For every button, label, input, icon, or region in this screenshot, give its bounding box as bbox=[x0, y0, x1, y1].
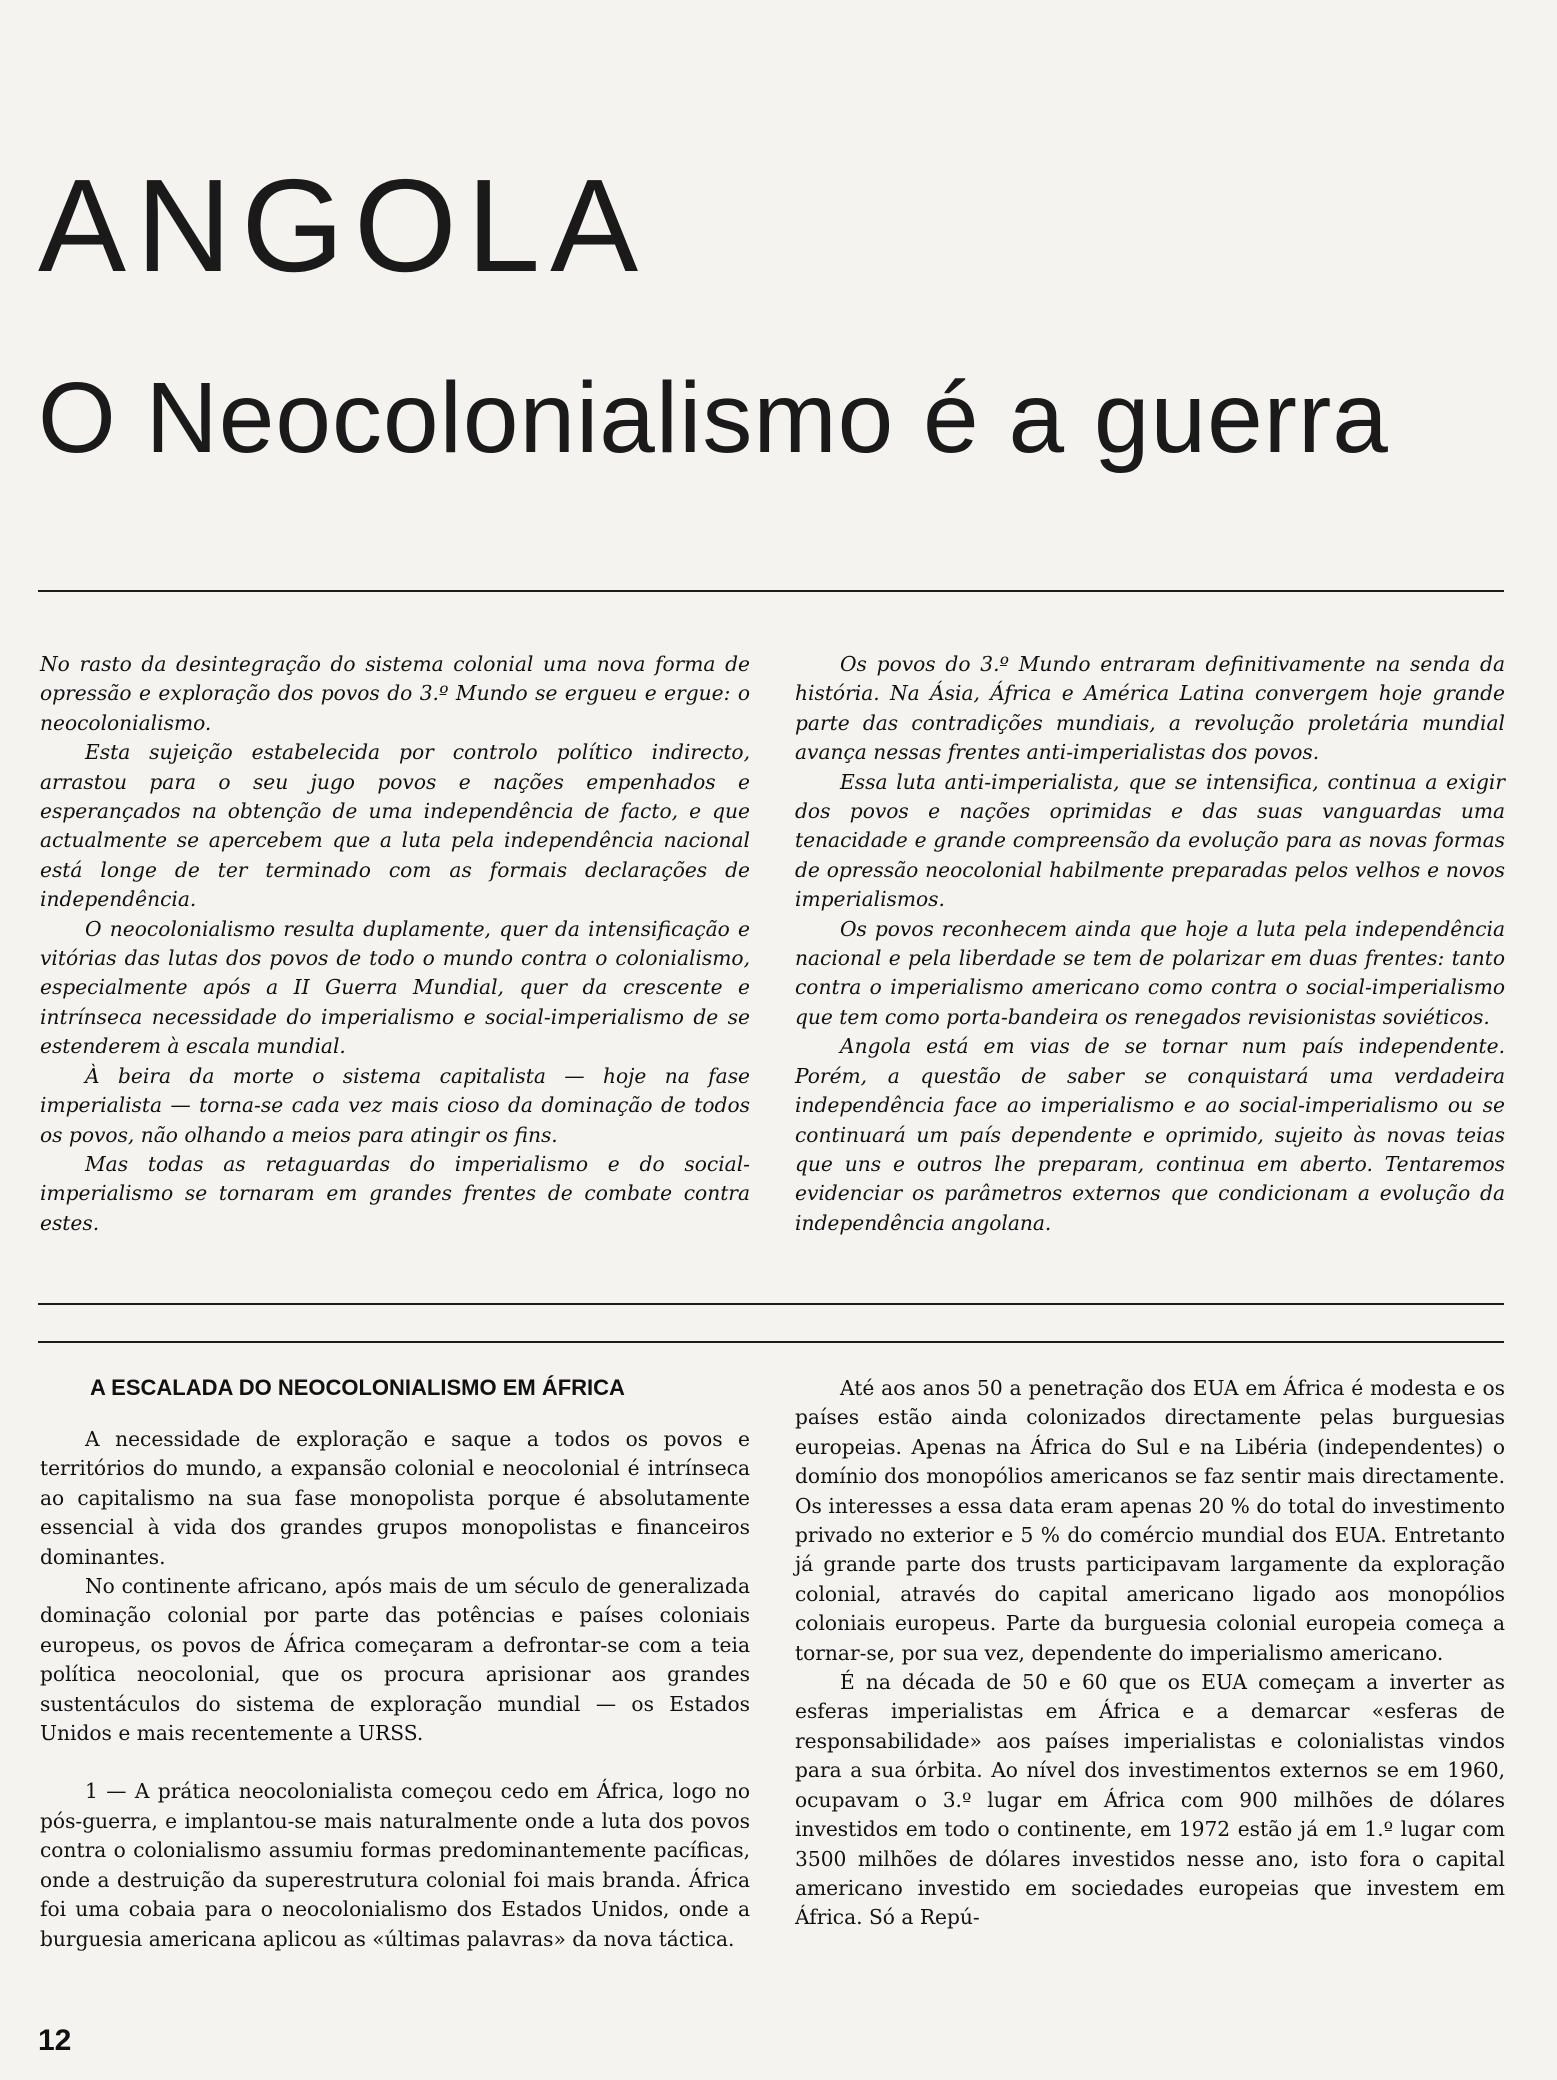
intro-paragraph: À beira da morte o sistema capitalista — hoje na fase imperialista — torna-se cada vez mais cioso da dominação de todos os povos, não olhando a meios para atingir os fins. bbox=[40, 1063, 750, 1147]
intro-right-column bbox=[795, 650, 1505, 1238]
intro-paragraph: Os povos do 3.º Mundo entraram definitivamente na senda da história. Na Ásia, África e América Latina convergem hoje grande parte das contradições mundiais, a revolução proletária mundial avança nessas frentes anti-imperialistas dos povos. bbox=[795, 652, 1505, 765]
intro-paragraph: Essa luta anti-imperialista, que se intensifica, continua a exigir dos povos e nações oprimidas e das suas vanguardas uma tenacidade e grande compreensão da evolução para as novas formas de opressão neocolonial habilmente preparadas pelos velhos e novos imperialismos. bbox=[795, 769, 1505, 912]
section-heading: A ESCALADA DO NEOCOLONIALISMO EM ÁFRICA bbox=[90, 1375, 625, 1400]
article-headline: O Neocolonialismo é a guerra bbox=[38, 362, 1389, 474]
section-kicker: ANGOLA bbox=[38, 152, 649, 299]
body-paragraph: A necessidade de exploração e saque a todos os povos e territórios do mundo, a expansão colonial e neocolonial é intrínseca ao capitalismo na sua fase monopolista porque é absolutamente essencial à vida dos grandes grupos monopolistas e financeiros dominantes. bbox=[40, 1427, 750, 1569]
body-paragraph: 1 — A prática neocolonialista começou cedo em África, logo no pós-guerra, e implantou-se mais naturalmente onde a luta dos povos contra o colonialismo assumiu formas predominantemente pacíficas, onde a destruição da superestrutura colonial foi mais branda. África foi uma cobaia para o neocolonialismo dos Estados Unidos, onde a burguesia americana aplicou as «últimas palavras» da nova táctica. bbox=[40, 1779, 750, 1951]
page-number: 12 bbox=[38, 2024, 72, 2057]
top-divider bbox=[38, 590, 1504, 592]
intro-left-column bbox=[40, 650, 750, 1238]
body-paragraph: Até aos anos 50 a penetração dos EUA em África é modesta e os países estão ainda colonizados directamente pelas burguesias europeias. Apenas na África do Sul e na Libéria (independentes) o domínio dos monopólios americanos se faz sentir mais directamente. Os interesses a essa data eram apenas 20 % do total do investimento privado no exterior e 5 % do comércio mundial dos EUA. Entretanto já grande parte dos trusts participavam largamente da exploração colonial, através do capital americano ligado aos monopólios coloniais europeus. Parte da burguesia colonial europeia começa a tornar-se, por sua vez, dependente do imperialismo americano. bbox=[795, 1376, 1505, 1665]
body-paragraph: No continente africano, após mais de um século de generalizada dominação colonial por parte das potências e países coloniais europeus, os povos de África começaram a defrontar-se com a teia política neocolonial, que os procura aprisionar aos grandes sustentáculos do sistema de exploração mundial — os Estados Unidos e mais recentemente a URSS. bbox=[40, 1574, 750, 1746]
body-left-column bbox=[40, 1373, 750, 1954]
intro-paragraph: O neocolonialismo resulta duplamente, quer da intensificação e vitórias das lutas dos povos de todo o mundo contra o colonialismo, especialmente após a II Guerra Mundial, quer da crescente e intrínseca necessidade do imperialismo e social-imperialismo de se estenderem à escala mundial. bbox=[40, 916, 750, 1059]
section-divider bbox=[38, 1341, 1504, 1343]
intro-paragraph: Mas todas as retaguardas do imperialismo e do social-imperialismo se tornaram em grandes frentes de combate contra estes. bbox=[40, 1151, 750, 1235]
body-paragraph: É na década de 50 e 60 que os EUA começam a inverter as esferas imperialistas em África e a demarcar «esferas de responsabilidade» aos países imperialistas e colonialistas vindos para a sua órbita. Ao nível dos investimentos externos se em 1960, ocupavam o 3.º lugar em África com 900 milhões de dólares investidos em todo o continente, em 1972 estão já em 1.º lugar com 3500 milhões de dólares investidos nesse ano, isto fora o capital americano investido em sociedades europeias que investem em África. Só a Repú- bbox=[795, 1670, 1505, 1930]
body-right-column bbox=[795, 1374, 1505, 1933]
intro-paragraph: Esta sujeição estabelecida por controlo político indirecto, arrastou para o seu jugo povos e nações empenhados e esperançados na obtenção de uma independência de facto, e que actualmente se apercebem que a luta pela independência nacional está longe de ter terminado com as formais declarações de independência. bbox=[40, 740, 750, 912]
intro-paragraph: Angola está em vias de se tornar num país independente. Porém, a questão de saber se conquistará uma verdadeira independência face ao imperialismo e ao social-imperialismo ou se continuará um país dependente e oprimido, sujeito às novas teias que uns e outros lhe preparam, continua em aberto. Tentaremos evidenciar os parâmetros externos que condicionam a evolução da independência angolana. bbox=[795, 1034, 1505, 1235]
intro-paragraph: No rasto da desintegração do sistema colonial uma nova forma de opressão e exploração dos povos do 3.º Mundo se ergueu e ergue: o neocolonialismo. bbox=[40, 652, 750, 735]
middle-divider bbox=[38, 1303, 1504, 1305]
paragraph-gap bbox=[40, 1748, 750, 1777]
intro-paragraph: Os povos reconhecem ainda que hoje a luta pela independência nacional e pela liberdade se tem de polarizar em duas frentes: tanto contra o imperialismo americano como contra o social-imperialismo que tem como porta-bandeira os renegados revisionistas soviéticos. bbox=[795, 916, 1505, 1029]
